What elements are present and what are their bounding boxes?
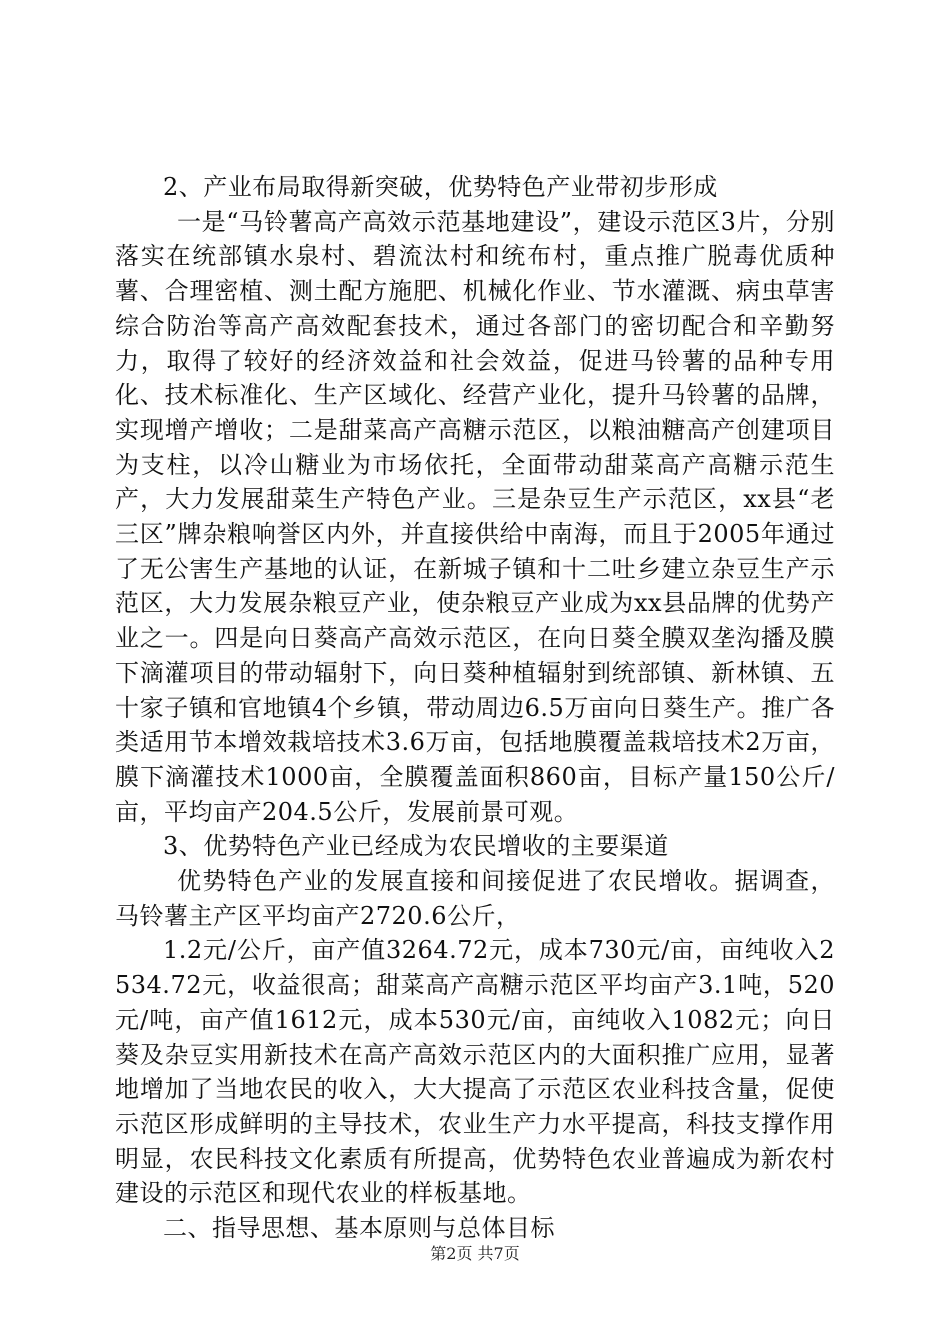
document-body [115, 170, 835, 1246]
section-heading-guiding-principles: 二、指导思想、基本原则与总体目标 [163, 1214, 555, 1243]
section-heading-farmer-income: 3、优势特色产业已经成为农民增收的主要渠道 [163, 832, 669, 861]
paragraph-income-figures: 1.2元/公斤，亩产值3264.72元，成本730元/亩，亩纯收入2534.72元，收益很高；甜菜高产高糖示范区平均亩产3.1吨，520元/吨，亩产值1612元，成本530元/亩，亩纯收入1082元；向日葵及杂豆实用新技术在高产高效示范区内的大面积推广应用，显著地增加了当地农民的收入，大大提高了示范区农业科技含量，促使示范区形成鲜明的主导技术，农业生产力水平提高，科技支撑作用明显，农民科技文化素质有所提高，优势特色农业普遍成为新农村建设的示范区和现代农业的样板基地。 [115, 936, 835, 1208]
paragraph-demonstration-zones: 一是“马铃薯高产高效示范基地建设”，建设示范区3片，分别落实在统部镇水泉村、碧流汰村和统布村，重点推广脱毒优质种薯、合理密植、测土配方施肥、机械化作业、节水灌溉、病虫草害综合防治等高产高效配套技术，通过各部门的密切配合和辛勤努力，取得了较好的经济效益和社会效益，促进马铃薯的品种专用化、技术标准化、生产区域化、经营产业化，提升马铃薯的品牌，实现增产增收；二是甜菜高产高糖示范区，以粮油糖高产创建项目为支柱，以冷山糖业为市场依托，全面带动甜菜高产高糖示范生产，大力发展甜菜生产特色产业。三是杂豆生产示范区，xx县“老三区”牌杂粮响誉区内外，并直接供给中南海，而且于2005年通过了无公害生产基地的认证，在新城子镇和十二吐乡建立杂豆生产示范区，大力发展杂粮豆产业，使杂粮豆产业成为xx县品牌的优势产业之一。四是向日葵高产高效示范区，在向日葵全膜双垄沟播及膜下滴灌项目的带动辐射下，向日葵种植辐射到统部镇、新林镇、五十家子镇和官地镇4个乡镇，带动周边6.5万亩向日葵生产。推广各类适用节本增效栽培技术3.6万亩，包括地膜覆盖栽培技术2万亩，膜下滴灌技术1000亩，全膜覆盖面积860亩，目标产量150公斤/亩，平均亩产204.5公斤，发展前景可观。 [115, 207, 835, 826]
page-number-footer: 第2页 共7页 [430, 1244, 520, 1263]
paragraph-income-survey: 优势特色产业的发展直接和间接促进了农民增收。据调查，马铃薯主产区平均亩产2720.6公斤， [115, 867, 835, 930]
section-heading-industry-layout: 2、产业布局取得新突破，优势特色产业带初步形成 [163, 173, 718, 201]
